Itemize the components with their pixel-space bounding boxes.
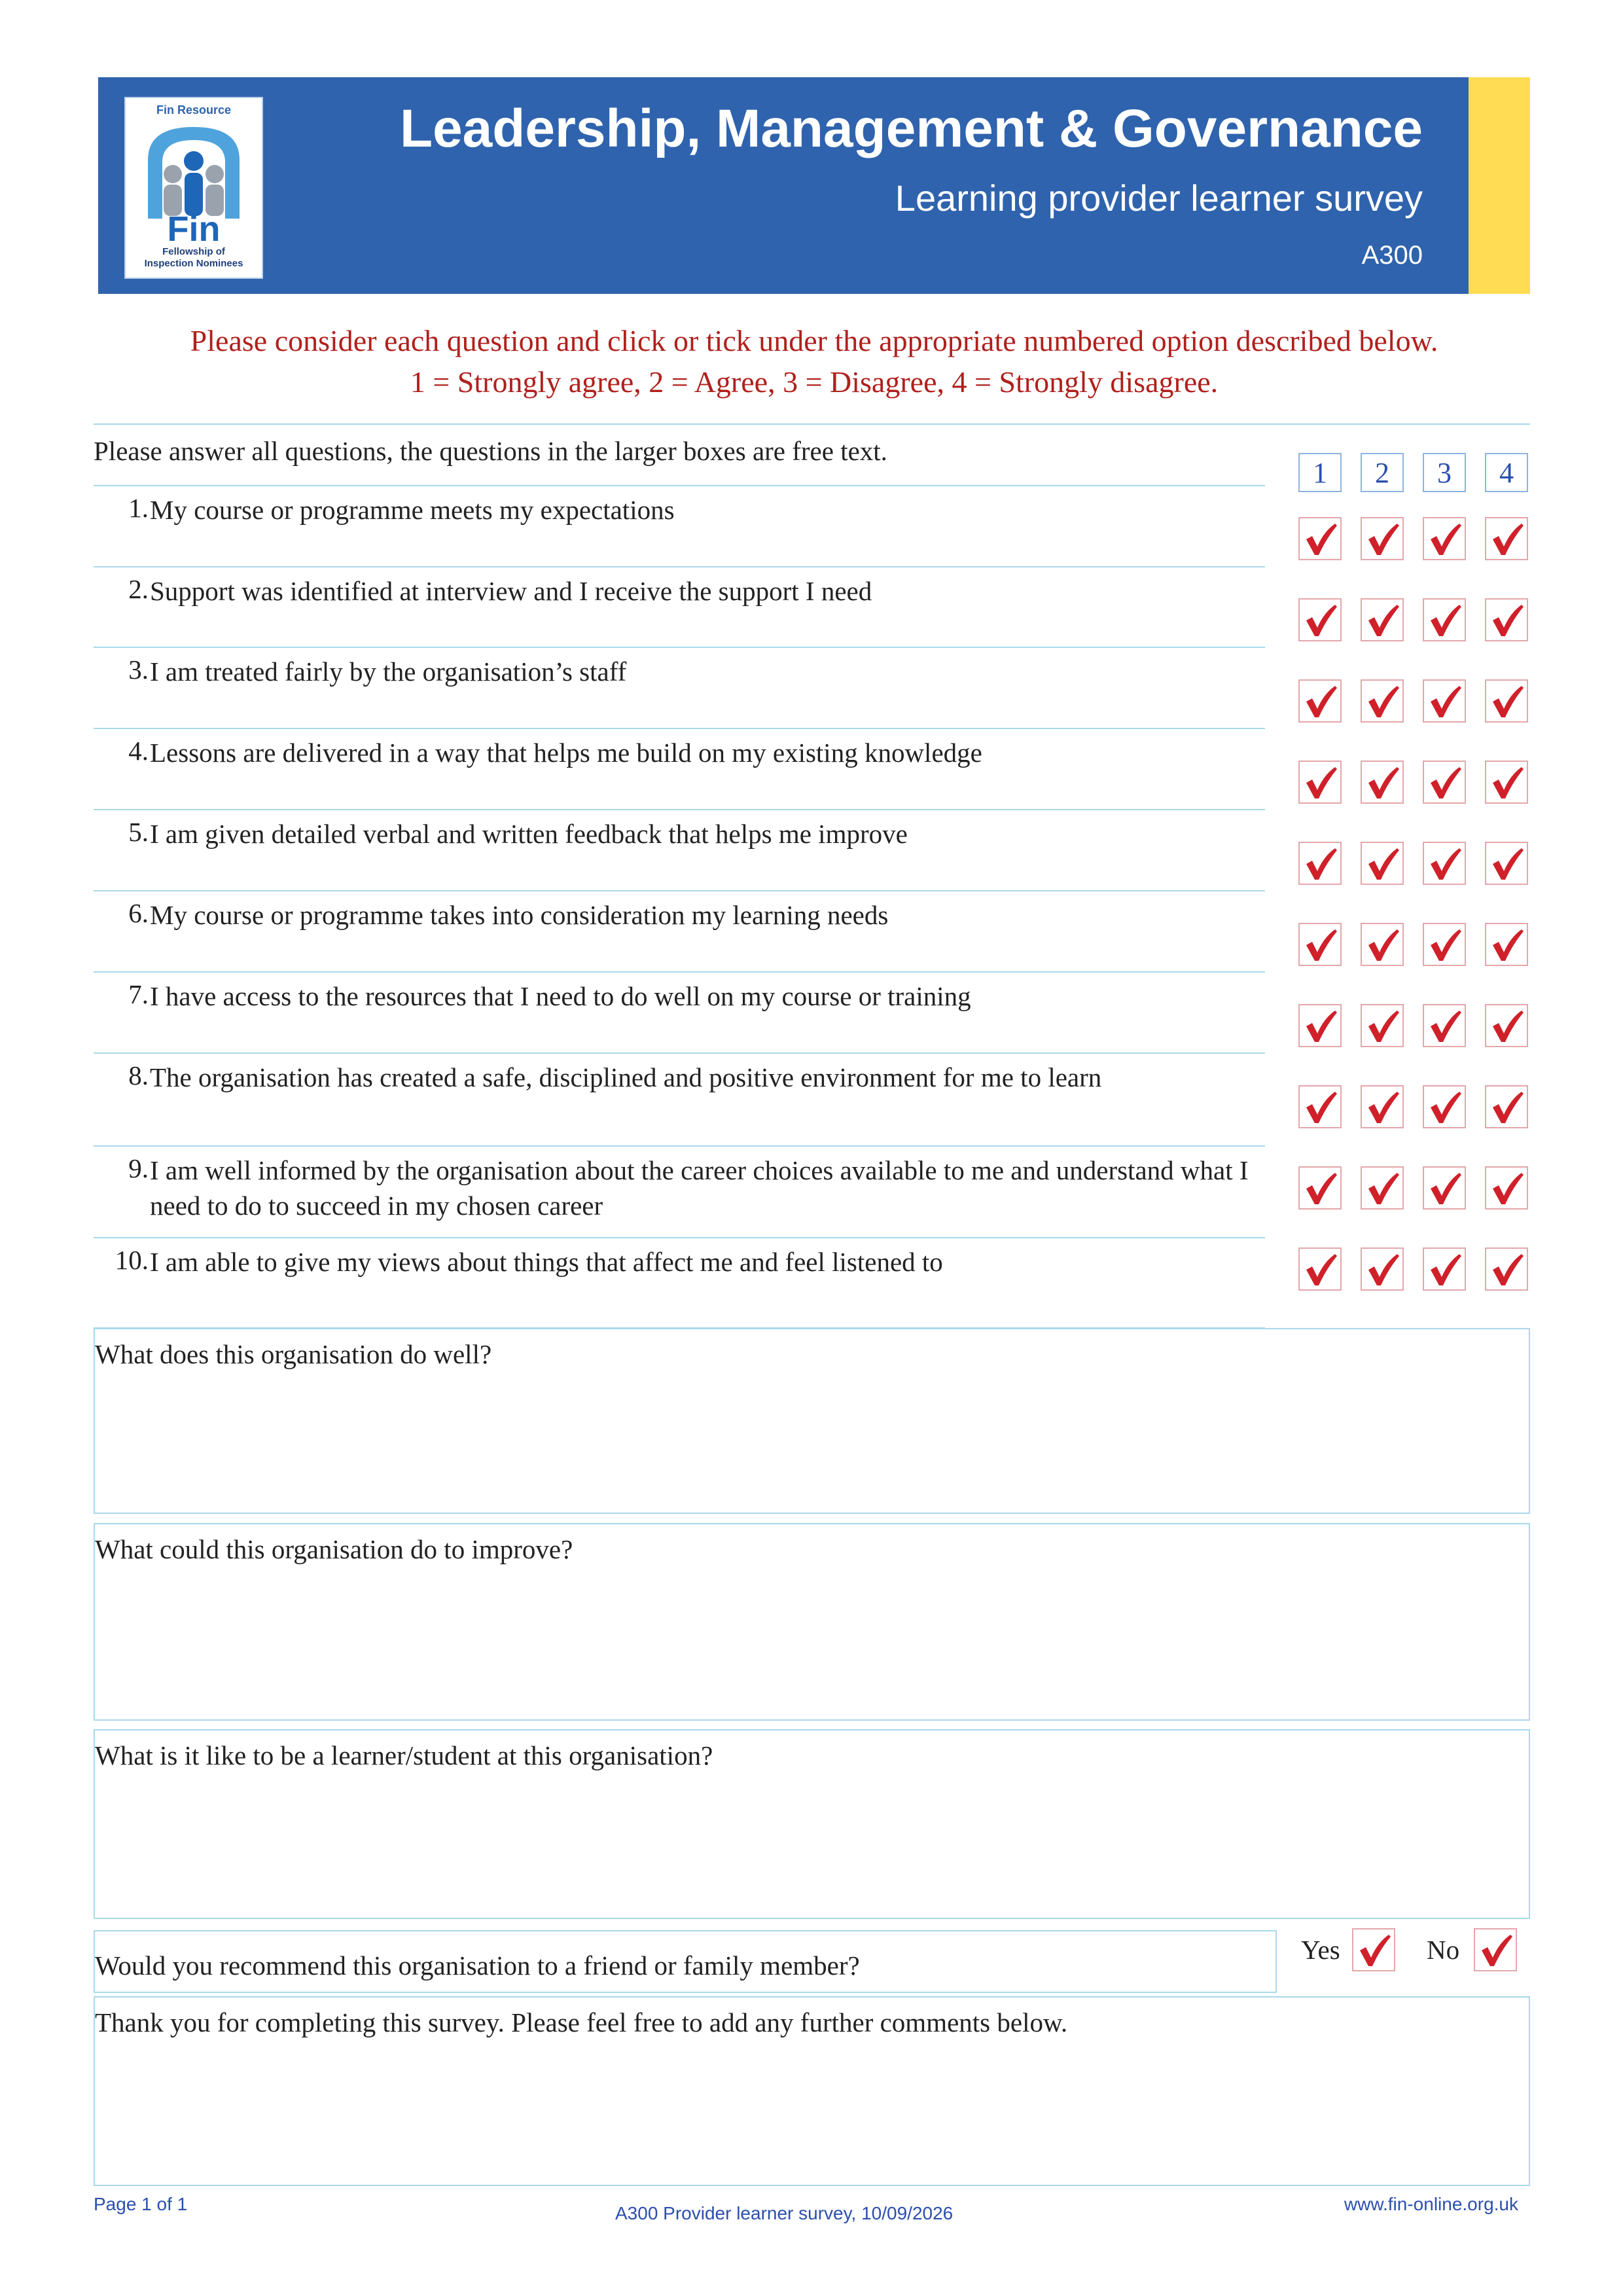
check-icon xyxy=(1362,843,1402,884)
question-divider xyxy=(94,647,1265,648)
check-icon xyxy=(1486,762,1527,802)
fin-logo xyxy=(124,97,263,279)
answer-option-1-checkbox[interactable] xyxy=(1298,1166,1342,1210)
answer-option-4-checkbox[interactable] xyxy=(1485,598,1528,641)
question-number: 4. xyxy=(128,736,149,766)
check-icon xyxy=(1486,1086,1527,1127)
header-accent xyxy=(1469,77,1530,294)
answer-option-1-checkbox[interactable] xyxy=(1298,517,1342,560)
logo-bottom-text xyxy=(126,246,262,270)
answer-option-1-checkbox[interactable] xyxy=(1298,1004,1342,1047)
answer-option-2-checkbox[interactable] xyxy=(1361,598,1404,641)
check-icon xyxy=(1424,681,1465,721)
free-text-box-well[interactable] xyxy=(94,1328,1530,1514)
check-icon xyxy=(1486,924,1527,965)
check-icon xyxy=(1424,924,1465,965)
answer-option-2-checkbox[interactable] xyxy=(1361,1166,1404,1210)
question-number: 9. xyxy=(128,1153,149,1183)
answer-option-3-checkbox[interactable] xyxy=(1423,1247,1466,1291)
free-text-label-comments: Thank you for completing this survey. Please feel free to add any further comments below. xyxy=(95,2007,1068,2037)
question-divider xyxy=(94,485,1265,486)
instruction-line-2: 1 = Strongly agree, 2 = Agree, 3 = Disagree, 4 = Strongly disagree. xyxy=(410,365,1219,399)
question-divider xyxy=(94,809,1265,810)
free-text-box-comments[interactable] xyxy=(94,1996,1530,2186)
answer-option-1-checkbox[interactable] xyxy=(1298,761,1342,804)
answer-option-4-checkbox[interactable] xyxy=(1485,1004,1528,1047)
check-icon xyxy=(1300,843,1340,884)
answer-option-1-checkbox[interactable] xyxy=(1298,1247,1342,1291)
scale-header-2: 2 xyxy=(1361,453,1404,492)
answer-option-2-checkbox[interactable] xyxy=(1361,923,1404,966)
check-icon xyxy=(1300,518,1340,559)
check-icon xyxy=(1300,1086,1340,1127)
question-divider xyxy=(94,566,1265,567)
answer-option-4-checkbox[interactable] xyxy=(1485,923,1528,966)
check-icon xyxy=(1362,1005,1402,1046)
question-number: 7. xyxy=(128,979,149,1009)
answer-option-3-checkbox[interactable] xyxy=(1423,679,1466,723)
question-number: 3. xyxy=(128,655,149,685)
question-text: I have access to the resources that I need to do well on my course or training xyxy=(150,981,971,1011)
check-icon xyxy=(1475,1929,1516,1970)
form-code: A300 xyxy=(1361,241,1423,270)
check-icon xyxy=(1362,518,1402,559)
question-text: I am able to give my views about things that affect me and feel listened to xyxy=(150,1247,943,1277)
page-subtitle: Learning provider learner survey xyxy=(895,177,1423,219)
instruction-line-1: Please consider each question and click or tick under the appropriate numbered option described below. xyxy=(190,324,1438,357)
check-icon xyxy=(1362,924,1402,965)
question-divider xyxy=(94,1237,1265,1238)
recommend-question: Would you recommend this organisation to a friend or family member? xyxy=(95,1950,860,1981)
scale-header-3: 3 xyxy=(1423,453,1466,492)
recommend-no-label: No xyxy=(1427,1935,1460,1965)
check-icon xyxy=(1486,600,1527,640)
check-icon xyxy=(1300,762,1340,802)
question-text: I am given detailed verbal and written feedback that helps me improve xyxy=(150,819,908,849)
free-text-label-learner: What is it like to be a learner/student at this organisation? xyxy=(95,1740,713,1770)
footer-document-name: A300 Provider learner survey, 10/09/2026 xyxy=(615,2203,954,2223)
question-divider xyxy=(94,890,1265,891)
question-number: 2. xyxy=(128,574,149,604)
check-icon xyxy=(1424,843,1465,884)
answer-option-2-checkbox[interactable] xyxy=(1361,679,1404,723)
check-icon xyxy=(1486,1249,1527,1289)
answer-option-4-checkbox[interactable] xyxy=(1485,1247,1528,1291)
footer-page-number: Page 1 of 1 xyxy=(94,2194,188,2214)
free-text-box-learner[interactable] xyxy=(94,1729,1530,1919)
svg-text:Fin: Fin xyxy=(167,209,221,246)
recommend-no-checkbox[interactable] xyxy=(1474,1928,1517,1971)
answer-option-3-checkbox[interactable] xyxy=(1423,1004,1466,1047)
check-icon xyxy=(1424,1086,1465,1127)
check-icon xyxy=(1300,1168,1340,1208)
check-icon xyxy=(1486,518,1527,559)
logo-line-2: Inspection Nominees xyxy=(144,258,243,269)
survey-intro: Please answer all questions, the questions in the larger boxes are free text. xyxy=(94,436,887,466)
answer-option-4-checkbox[interactable] xyxy=(1485,842,1528,885)
recommend-row xyxy=(94,1930,1277,1993)
check-icon xyxy=(1486,1005,1527,1046)
question-text: My course or programme takes into consideration my learning needs xyxy=(150,900,889,930)
answer-option-4-checkbox[interactable] xyxy=(1485,1166,1528,1210)
check-icon xyxy=(1300,924,1340,965)
page-title: Leadership, Management & Governance xyxy=(399,99,1423,158)
answer-option-2-checkbox[interactable] xyxy=(1361,1004,1404,1047)
question-divider xyxy=(94,728,1265,729)
question-text: Lessons are delivered in a way that helps me build on my existing knowledge xyxy=(150,738,982,768)
scale-header-1: 1 xyxy=(1298,453,1342,492)
answer-option-3-checkbox[interactable] xyxy=(1423,842,1466,885)
recommend-yes-checkbox[interactable] xyxy=(1352,1928,1395,1971)
answer-option-2-checkbox[interactable] xyxy=(1361,842,1404,885)
question-divider xyxy=(94,1052,1265,1054)
check-icon xyxy=(1362,762,1402,802)
question-number: 5. xyxy=(128,817,149,847)
answer-option-3-checkbox[interactable] xyxy=(1423,923,1466,966)
question-number: 1. xyxy=(128,493,149,523)
answer-option-3-checkbox[interactable] xyxy=(1423,517,1466,560)
check-icon xyxy=(1362,1168,1402,1208)
check-icon xyxy=(1486,843,1527,884)
check-icon xyxy=(1362,681,1402,721)
people-arch-icon xyxy=(135,120,253,246)
answer-option-1-checkbox[interactable] xyxy=(1298,842,1342,885)
check-icon xyxy=(1424,518,1465,559)
question-number: 8. xyxy=(128,1060,149,1090)
answer-option-2-checkbox[interactable] xyxy=(1361,1247,1404,1291)
answer-option-3-checkbox[interactable] xyxy=(1423,1085,1466,1128)
check-icon xyxy=(1424,1005,1465,1046)
answer-option-1-checkbox[interactable] xyxy=(1298,679,1342,723)
question-text: Support was identified at interview and I receive the support I need xyxy=(150,576,872,606)
check-icon xyxy=(1362,1086,1402,1127)
free-text-box-improve[interactable] xyxy=(94,1523,1530,1721)
free-text-label-improve: What could this organisation do to improve? xyxy=(95,1534,573,1564)
question-divider xyxy=(94,971,1265,973)
answer-option-3-checkbox[interactable] xyxy=(1423,1166,1466,1210)
check-icon xyxy=(1300,1249,1340,1289)
answer-option-3-checkbox[interactable] xyxy=(1423,598,1466,641)
answer-option-1-checkbox[interactable] xyxy=(1298,1085,1342,1128)
footer-website-link[interactable]: www.fin-online.org.uk xyxy=(1344,2194,1518,2214)
free-text-label-well: What does this organisation do well? xyxy=(95,1339,492,1369)
question-text: The organisation has created a safe, disciplined and positive environment for me to learn xyxy=(150,1062,1102,1092)
question-number: 10. xyxy=(115,1245,149,1275)
question-text: I am well informed by the organisation about the career choices available to me and understand what I need to do to succeed in my chosen career xyxy=(150,1155,1249,1221)
question-divider xyxy=(94,1145,1265,1147)
answer-option-4-checkbox[interactable] xyxy=(1485,517,1528,560)
check-icon xyxy=(1424,762,1465,802)
check-icon xyxy=(1486,681,1527,721)
header-banner xyxy=(98,77,1469,294)
logo-top-text: Fin Resource xyxy=(156,103,232,117)
answer-option-2-checkbox[interactable] xyxy=(1361,517,1404,560)
check-icon xyxy=(1300,600,1340,640)
divider xyxy=(94,423,1530,425)
answer-option-2-checkbox[interactable] xyxy=(1361,761,1404,804)
check-icon xyxy=(1300,1005,1340,1046)
check-icon xyxy=(1424,600,1465,640)
recommend-yes-label: Yes xyxy=(1301,1935,1340,1965)
answer-option-4-checkbox[interactable] xyxy=(1485,761,1528,804)
check-icon xyxy=(1424,1249,1465,1289)
check-icon xyxy=(1362,1249,1402,1289)
answer-option-3-checkbox[interactable] xyxy=(1423,761,1466,804)
check-icon xyxy=(1300,681,1340,721)
question-text: My course or programme meets my expectations xyxy=(150,495,675,525)
check-icon xyxy=(1424,1168,1465,1208)
answer-option-2-checkbox[interactable] xyxy=(1361,1085,1404,1128)
scale-header-4: 4 xyxy=(1485,453,1528,492)
check-icon xyxy=(1362,600,1402,640)
question-number: 6. xyxy=(128,898,149,928)
question-text: I am treated fairly by the organisation’s staff xyxy=(150,656,627,687)
answer-option-1-checkbox[interactable] xyxy=(1298,923,1342,966)
answer-option-4-checkbox[interactable] xyxy=(1485,1085,1528,1128)
answer-option-4-checkbox[interactable] xyxy=(1485,679,1528,723)
logo-line-1: Fellowship of xyxy=(162,246,225,257)
answer-option-1-checkbox[interactable] xyxy=(1298,598,1342,641)
check-icon xyxy=(1486,1168,1527,1208)
check-icon xyxy=(1353,1929,1394,1970)
